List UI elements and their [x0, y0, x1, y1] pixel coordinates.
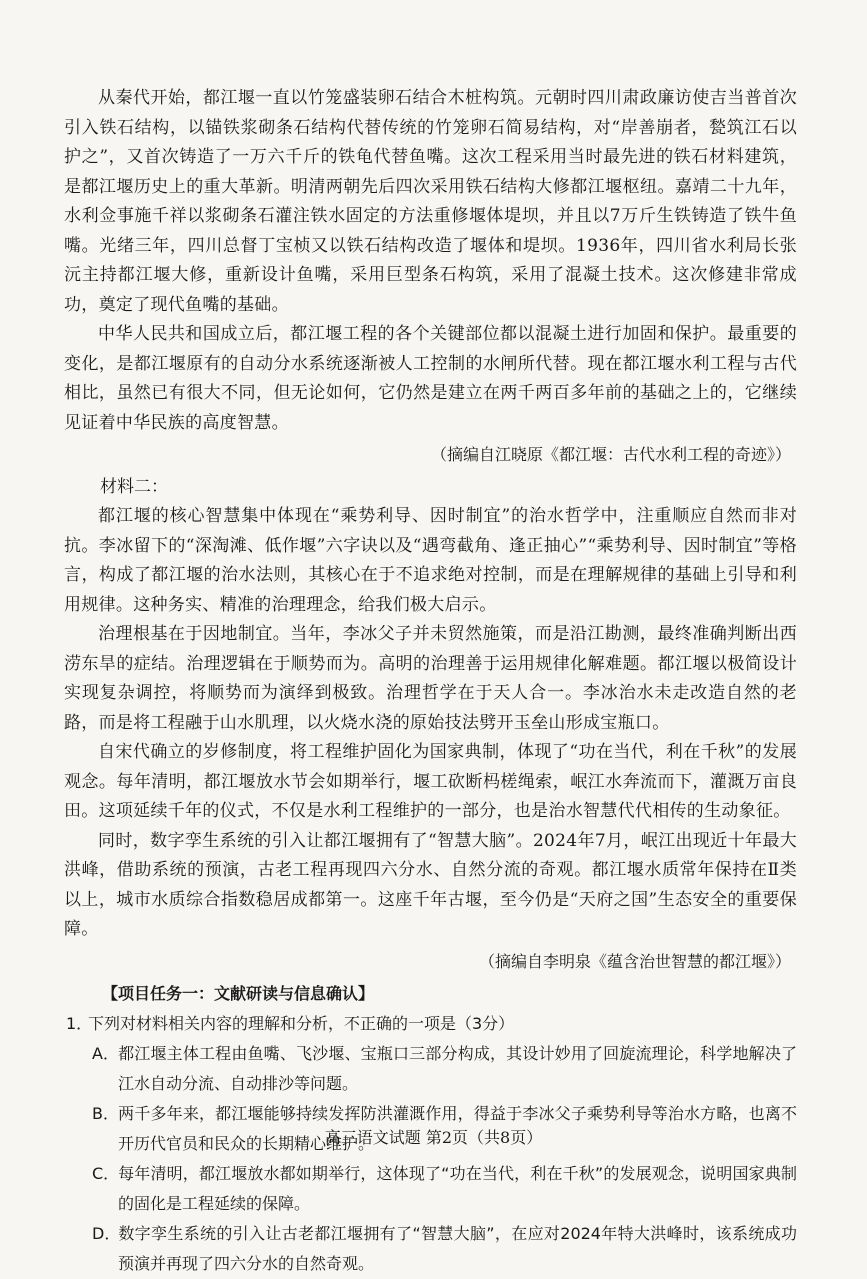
option-d: [64, 1219, 797, 1279]
option-key: A．: [92, 1043, 119, 1063]
question-text: 下列对材料相关内容的理解和分析，不正确的一项是（3分）: [88, 1013, 515, 1033]
option-key: D．: [92, 1223, 121, 1243]
material-2-paragraph-3: 自宋代确立的岁修制度，将工程维护固化为国家典制，体现了“功在当代，利在千秋”的发展观念。每年清明，都江堰放水节会如期举行，堰工砍断杩槎绳索，岷江水奔流而下，灌溉万亩良田。这项延续千年的仪式，不仅是水利工程维护的一部分，也是治水智慧代代相传的生动象征。: [64, 742, 797, 821]
option-text: 两千多年来，都江堰能够持续发挥防洪灌溉作用，得益于李冰父子乘势利导等治水方略，也离不开历代官员和民众的长期精心维护。: [118, 1103, 797, 1153]
question-number: 1．: [66, 1013, 93, 1033]
task-title: 【项目任务一：文献研读与信息确认】: [102, 983, 375, 1003]
material-2-paragraph-2: 治理根基在于因地制宜。当年，李冰父子并未贸然施策，而是沿江勘测，最终准确判断出西涝东旱的症结。治理逻辑在于顺势而为。高明的治理善于运用规律化解难题。都江堰以极简设计实现复杂调控，将顺势而为演绎到极致。治理哲学在于天人合一。李冰治水未走改造自然的老路，而是将工程融于山水肌理，以火烧水浇的原始技法劈开玉垒山形成宝瓶口。: [64, 624, 797, 733]
page-footer: 高三语文试题 第2页（共8页）: [324, 1128, 543, 1147]
material-1-source: （摘编自江晓原《都江堰：古代水利工程的奇迹》）: [430, 445, 791, 464]
material-1-paragraph-2: 中华人民共和国成立后，都江堰工程的各个关键部位都以混凝土进行加固和保护。最重要的变化，是都江堰原有的自动分水系统逐渐被人工控制的水闸所代替。现在都江堰水利工程与古代相比，虽然已有很大不同，但无论如何，它仍然是建立在两千两百多年前的基础之上的，它继续见证着中华民族的高度智慧。: [64, 324, 797, 433]
material-1-paragraph-1: 从秦代开始，都江堰一直以竹笼盛装卵石结合木桩构筑。元朝时四川肃政廉访使吉当普首次引入铁石结构，以锚铁浆砌条石结构代替传统的竹笼卵石简易结构，对“岸善崩者，甃筑江石以护之”，又首次铸造了一万六千斤的铁龟代替鱼嘴。这次工程采用当时最先进的铁石材料建筑，是都江堰历史上的重大革新。明清两朝先后四次采用铁石结构大修都江堰枢纽。嘉靖二十九年，水利佥事施千祥以浆砌条石灌注铁水固定的方法重修堰体堤坝，并且以7万斤生铁铸造了铁牛鱼嘴。光绪三年，四川总督丁宝桢又以铁石结构改造了堰体和堤坝。1936年，四川省水利局长张沅主持都江堰大修，重新设计鱼嘴，采用巨型条石构筑，采用了混凝土技术。这次修建非常成功，奠定了现代鱼嘴的基础。: [64, 88, 797, 315]
option-text: 都江堰主体工程由鱼嘴、飞沙堰、宝瓶口三部分构成，其设计妙用了回旋流理论，科学地解决了江水自动分流、自动排沙等问题。: [118, 1043, 797, 1093]
option-a: [64, 1039, 797, 1099]
question-1: [64, 1009, 797, 1039]
material-2-label: 材料二：: [100, 477, 168, 497]
option-key: C．: [92, 1163, 120, 1183]
option-text: 每年清明，都江堰放水都如期举行，这体现了“功在当代，利在千秋”的发展观念，说明国家典制的固化是工程延续的保障。: [118, 1163, 797, 1213]
option-text: 数字孪生系统的引入让古老都江堰拥有了“智慧大脑”，在应对2024年特大洪峰时，该系统成功预演并再现了四六分水的自然奇观。: [118, 1223, 797, 1273]
option-key: B．: [92, 1103, 119, 1123]
material-2-paragraph-1: 都江堰的核心智慧集中体现在“乘势利导、因时制宜”的治水哲学中，注重顺应自然而非对抗。李冰留下的“深淘滩、低作堰”六字诀以及“遇弯截角、逢正抽心”“乘势利导、因时制宜”等格言，构成了都江堰的治水法则，其核心在于不追求绝对控制，而是在理解规律的基础上引导和利用规律。这种务实、精准的治理理念，给我们极大启示。: [64, 506, 797, 615]
material-2-source: （摘编自李明泉《蕴含治世智慧的都江堰》）: [478, 951, 791, 971]
material-2-paragraph-4: 同时，数字孪生系统的引入让都江堰拥有了“智慧大脑”。2024年7月，岷江出现近十年最大洪峰，借助系统的预演，古老工程再现四六分水、自然分流的奇观。都江堰水质常年保持在Ⅱ类以上，城市水质综合指数稳居成都第一。这座千年古堰，至今仍是“天府之国”生态安全的重要保障。: [64, 830, 797, 939]
option-c: [64, 1159, 797, 1219]
